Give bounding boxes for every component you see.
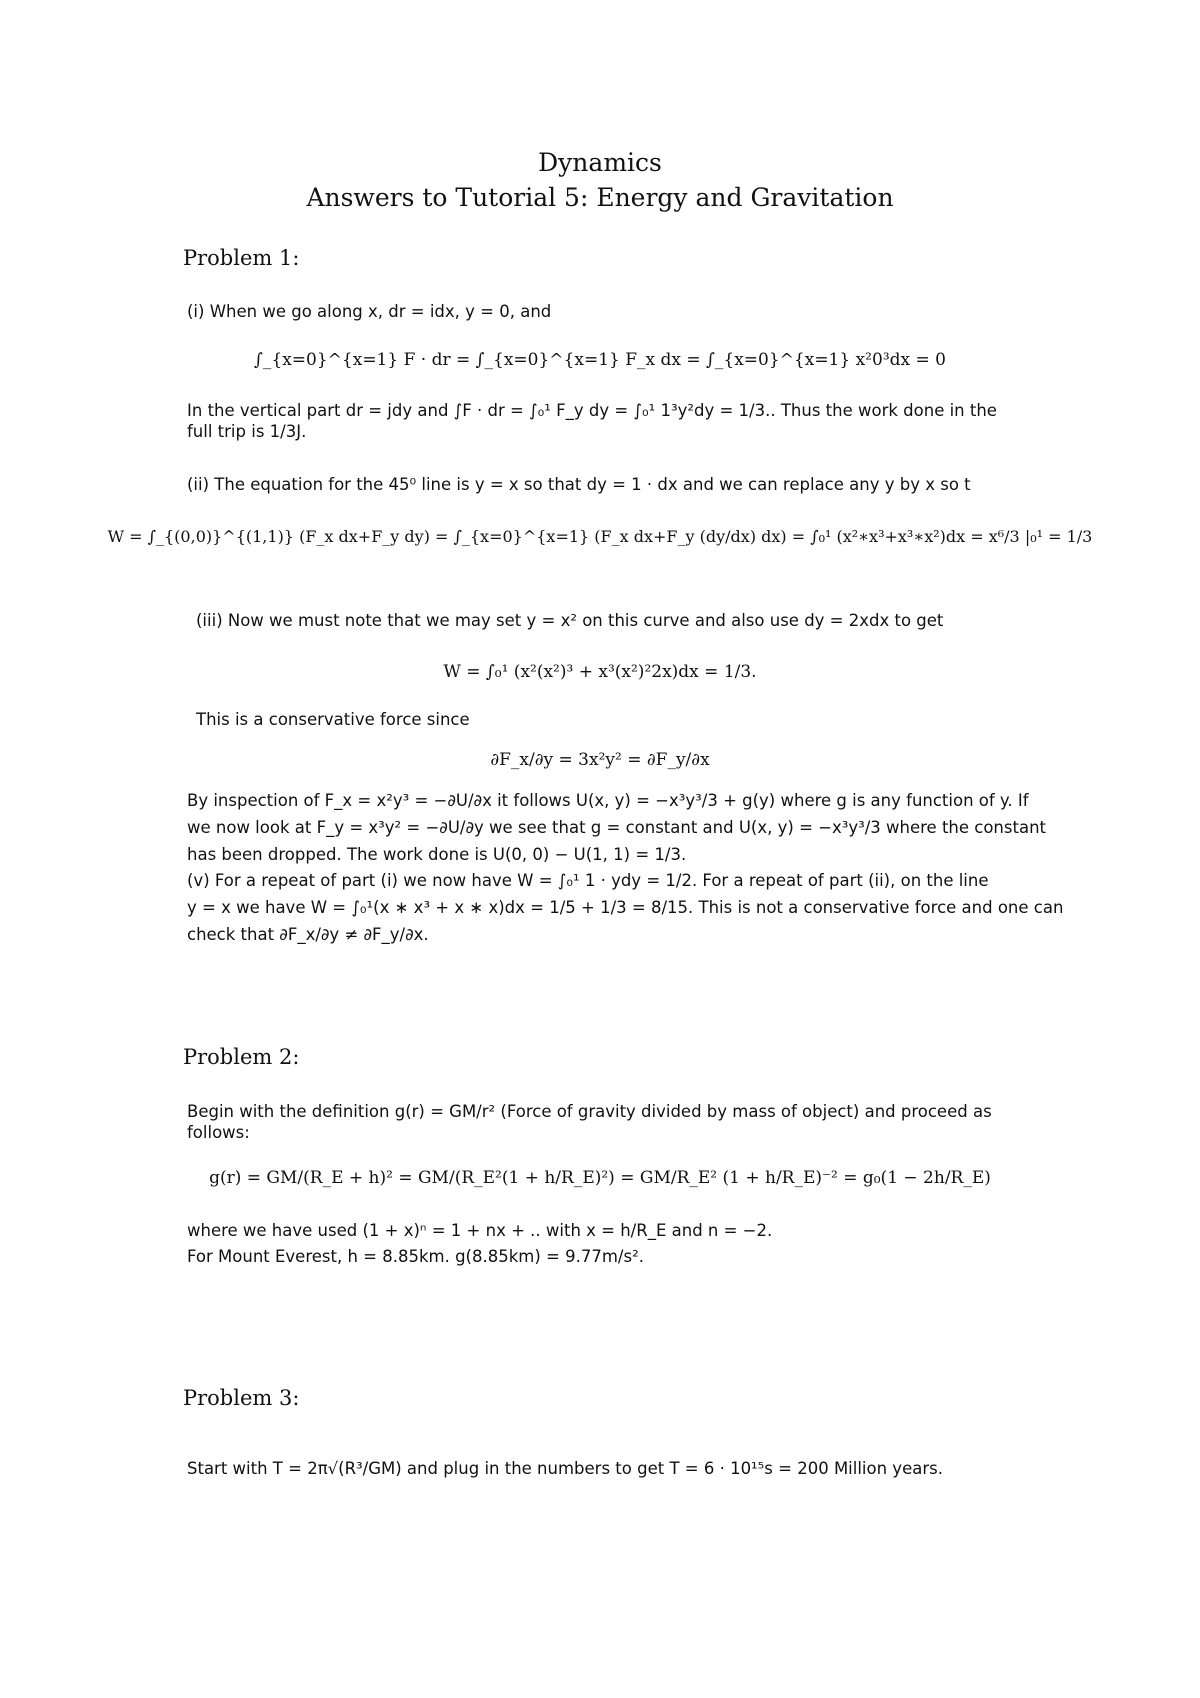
- problem-2-intro-line-1: Begin with the definition g(r) = GM/r² (Force of gravity divided by mass of object) and proceed as: [187, 1102, 992, 1121]
- problem-2-intro-line-2: follows:: [187, 1123, 250, 1142]
- problem-2-heading: Problem 2:: [183, 1045, 300, 1069]
- problem-1-part-i-intro: (i) When we go along x, dr = idx, y = 0, and: [187, 302, 552, 321]
- problem-1-part-ii-equation: W = ∫_{(0,0)}^{(1,1)} (F_x dx+F_y dy) = ∫_{x=0}^{x=1} (F_x dx+F_y (dy/dx) dx) = ∫₀¹ (x²∗x³+x³∗x²)dx = x⁶/3 |₀¹ = 1/3: [107, 527, 1093, 546]
- document-title: Dynamics: [538, 148, 662, 177]
- problem-1-part-ii-intro: (ii) The equation for the 45⁰ line is y = x so that dy = 1 · dx and we can replace any y by x so t: [187, 475, 971, 494]
- problem-1-heading: Problem 1:: [183, 246, 300, 270]
- problem-1-inspection-line-3: has been dropped. The work done is U(0, 0) − U(1, 1) = 1/3.: [187, 845, 687, 864]
- problem-1-part-v-line-3: check that ∂F_x/∂y ≠ ∂F_y/∂x.: [187, 925, 429, 944]
- problem-1-vertical-line-2: full trip is 1/3J.: [187, 422, 307, 441]
- problem-3-text: Start with T = 2π√(R³/GM) and plug in the numbers to get T = 6 · 10¹⁵s = 200 Million years.: [187, 1459, 943, 1478]
- problem-1-part-iii-equation: W = ∫₀¹ (x²(x²)³ + x³(x²)²2x)dx = 1/3.: [443, 662, 757, 682]
- problem-1-conservative-equation: ∂F_x/∂y = 3x²y² = ∂F_y/∂x: [490, 750, 710, 770]
- problem-1-part-v-line-1: (v) For a repeat of part (i) we now have W = ∫₀¹ 1 · ydy = 1/2. For a repeat of part (ii), on the line: [187, 871, 989, 890]
- problem-1-part-i-equation: ∫_{x=0}^{x=1} F · dr = ∫_{x=0}^{x=1} F_x dx = ∫_{x=0}^{x=1} x²0³dx = 0: [254, 350, 946, 370]
- problem-2-everest-result: For Mount Everest, h = 8.85km. g(8.85km) = 9.77m/s².: [187, 1247, 644, 1266]
- problem-1-vertical-line-1: In the vertical part dr = jdy and ∫F · dr = ∫₀¹ F_y dy = ∫₀¹ 1³y²dy = 1/3.. Thus the work done in the: [187, 401, 997, 420]
- problem-1-part-v-line-2: y = x we have W = ∫₀¹(x ∗ x³ + x ∗ x)dx = 1/5 + 1/3 = 8/15. This is not a conservative force and one can: [187, 898, 1064, 917]
- problem-1-conservative-text: This is a conservative force since: [196, 710, 470, 729]
- problem-3-heading: Problem 3:: [183, 1386, 300, 1410]
- problem-1-inspection-line-2: we now look at F_y = x³y² = −∂U/∂y we see that g = constant and U(x, y) = −x³y³/3 where the constant: [187, 818, 1046, 837]
- problem-2-equation: g(r) = GM/(R_E + h)² = GM/(R_E²(1 + h/R_E)²) = GM/R_E² (1 + h/R_E)⁻² = g₀(1 − 2h/R_E): [209, 1168, 991, 1188]
- problem-1-inspection-line-1: By inspection of F_x = x²y³ = −∂U/∂x it follows U(x, y) = −x³y³/3 + g(y) where g is any function of y. If: [187, 791, 1029, 810]
- document-subtitle: Answers to Tutorial 5: Energy and Gravitation: [306, 183, 894, 212]
- problem-2-expansion-used: where we have used (1 + x)ⁿ = 1 + nx + .. with x = h/R_E and n = −2.: [187, 1221, 773, 1240]
- problem-1-part-iii-intro: (iii) Now we must note that we may set y = x² on this curve and also use dy = 2xdx to get: [196, 611, 944, 630]
